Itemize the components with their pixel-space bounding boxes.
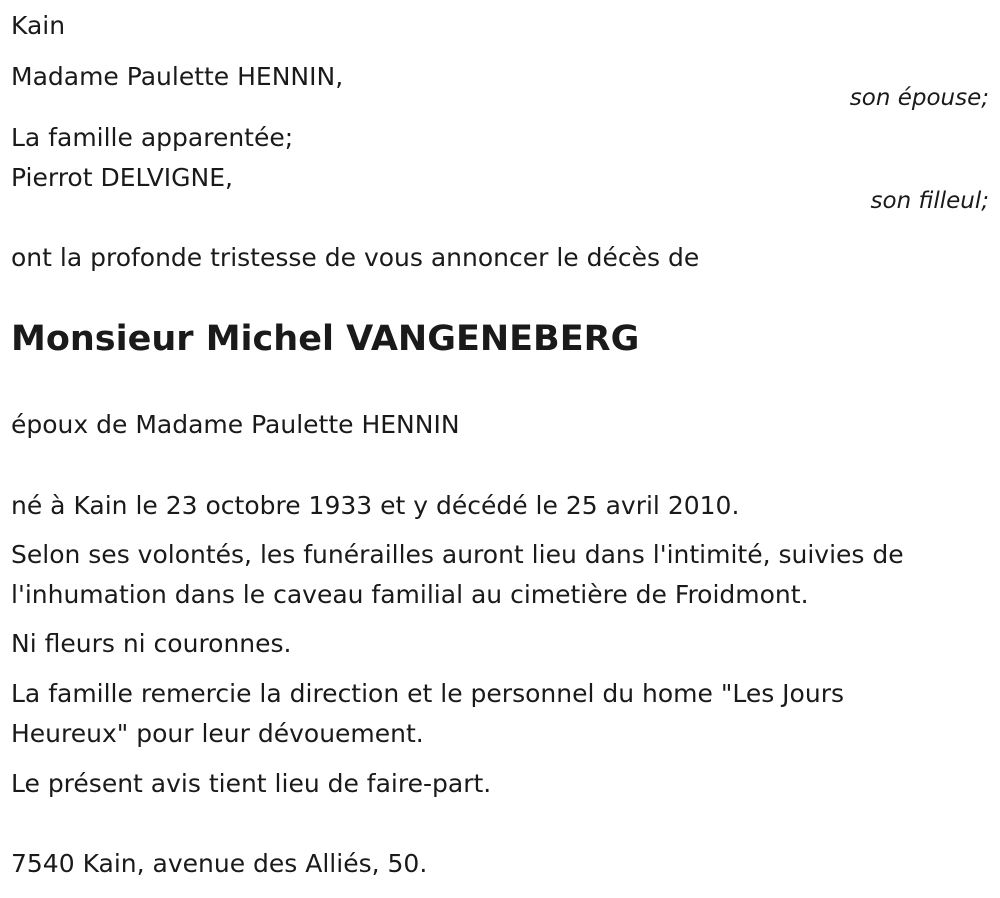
spouse-of: époux de Madame Paulette HENNIN <box>11 410 460 439</box>
godson-name: Pierrot DELVIGNE, <box>11 163 233 192</box>
spouse-name: Madame Paulette HENNIN, <box>11 62 344 91</box>
thanks-line-1: La famille remercie la direction et le personnel du home "Les Jours <box>11 679 844 708</box>
funeral-line-2: l'inhumation dans le caveau familial au cimetière de Froidmont. <box>11 580 809 609</box>
deceased-name: Monsieur Michel VANGENEBERG <box>11 319 640 359</box>
spouse-relation: son épouse; <box>849 85 989 111</box>
notice-note: Le présent avis tient lieu de faire-part. <box>11 769 492 798</box>
flowers-line: Ni fleurs ni couronnes. <box>11 629 292 658</box>
godson-relation: son filleul; <box>870 188 989 214</box>
family-line: La famille apparentée; <box>11 123 294 152</box>
announcement: ont la profonde tristesse de vous annoncer le décès de <box>11 243 700 272</box>
birth-death: né à Kain le 23 octobre 1933 et y décédé le 25 avril 2010. <box>11 491 740 520</box>
funeral-line-1: Selon ses volontés, les funérailles auront lieu dans l'intimité, suivies de <box>11 540 904 569</box>
thanks-line-2: Heureux" pour leur dévouement. <box>11 719 424 748</box>
address: 7540 Kain, avenue des Alliés, 50. <box>11 849 428 878</box>
place: Kain <box>11 11 66 40</box>
